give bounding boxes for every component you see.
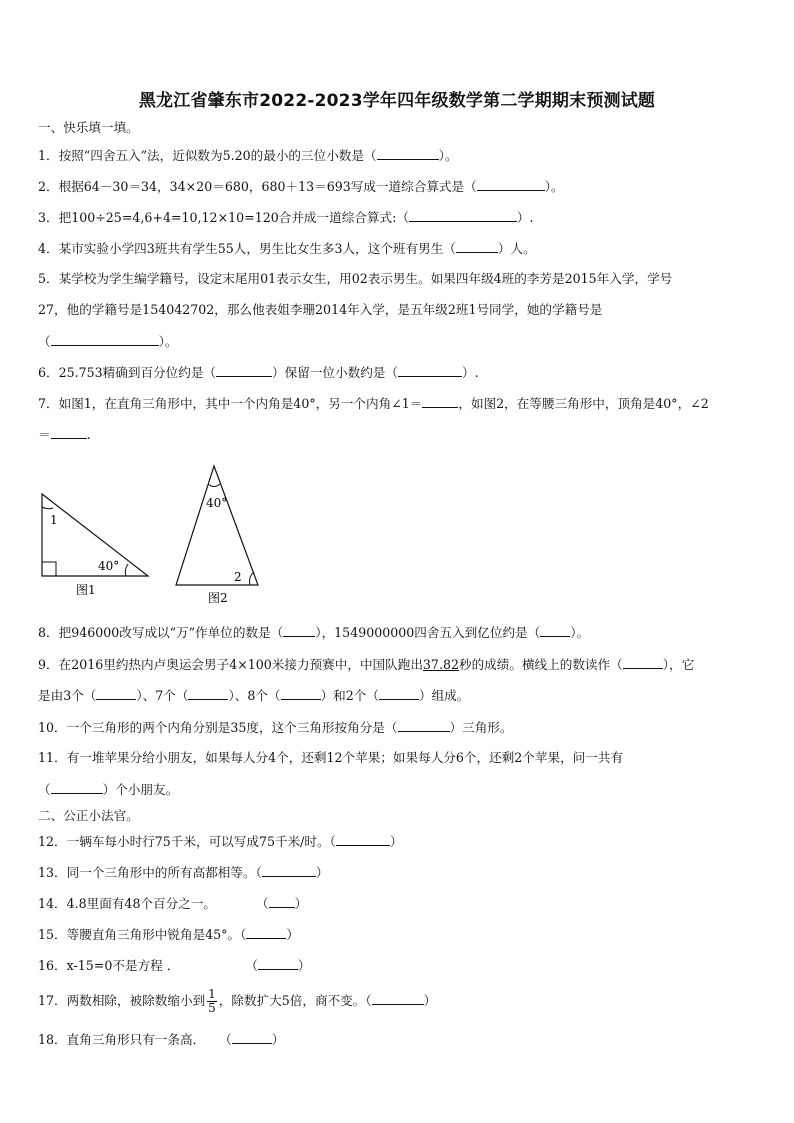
answer-blank[interactable] xyxy=(377,147,439,160)
figure-1-caption: 图1 xyxy=(76,583,96,597)
question-5-line-2: 27，他的学籍号是154042702，那么他表姐李珊2014年入学，是五年级2班1号同学，她的学籍号是 xyxy=(38,302,603,317)
answer-blank[interactable] xyxy=(51,333,159,346)
angle-40-label: 40° xyxy=(98,559,120,573)
answer-blank[interactable] xyxy=(409,209,517,222)
question-18: 18．直角三角形只有一条高． （ ） xyxy=(38,1032,285,1047)
answer-blank[interactable] xyxy=(540,624,570,637)
answer-blank[interactable] xyxy=(51,781,103,794)
answer-blank[interactable] xyxy=(258,957,298,970)
question-2: 2．根据64－30＝34，34×20＝680，680＋13＝693写成一道综合算式是（ ）。 xyxy=(38,179,564,194)
question-5: 5．某学校为学生编学籍号，设定末尾用01表示女生，用02表示男生。如果四年级4班的李芳是2015年入学，学号 xyxy=(38,271,673,286)
question-4: 4．某市实验小学四3班共有学生55人，男生比女生多3人，这个班有男生（ ）人。 xyxy=(38,241,536,256)
answer-blank[interactable] xyxy=(456,240,498,253)
figure-1-right-triangle xyxy=(30,480,160,600)
question-number: 9． xyxy=(38,657,59,672)
right-triangle-shape xyxy=(42,494,148,576)
question-1: 1．按照“四舍五入”法，近似数为5.20的最小的三位小数是（ ）。 xyxy=(38,148,458,163)
question-16: 16．x-15=0不是方程 ． （ ） xyxy=(38,958,311,973)
answer-blank[interactable] xyxy=(379,687,419,700)
question-number: 7． xyxy=(38,396,59,411)
apex-angle-label: 40° xyxy=(206,496,228,510)
question-9: 9．在2016里约热内卢奥运会男子4×100米接力预赛中，中国队跑出37.82秒的成绩。横线上的数读作（ ），它 xyxy=(38,657,695,672)
answer-blank[interactable] xyxy=(216,364,272,377)
question-number: 17． xyxy=(38,993,67,1008)
question-17: 17．两数相除，被除数缩小到 $\frac{1}{5}$ ，除数扩大5倍，商不变。（ ） xyxy=(38,987,437,1015)
question-number: 4． xyxy=(38,241,59,256)
question-number: 2． xyxy=(38,179,59,194)
answer-blank[interactable] xyxy=(398,719,450,732)
question-number: 18． xyxy=(38,1032,67,1047)
question-5-line-3: （ ）。 xyxy=(38,334,178,349)
question-3: 3．把100÷25=4,6+4=10,12×10=120合并成一道综合算式:（ ）. xyxy=(38,210,534,225)
page-title: 黑龙江省肇东市2022-2023学年四年级数学第二学期期末预测试题 xyxy=(138,91,656,111)
answer-blank[interactable] xyxy=(336,833,390,846)
answer-blank[interactable] xyxy=(96,687,136,700)
question-12: 12．一辆车每小时行75千米，可以写成75千米/时。（ ） xyxy=(38,834,403,849)
question-11-line-2: （ ）个小朋友。 xyxy=(38,782,179,797)
question-number: 8． xyxy=(38,625,59,640)
answer-blank[interactable] xyxy=(422,395,458,408)
question-7: 7．如图1，在直角三角形中，其中一个内角是40°，另一个内角∠1＝ ，如图2，在等腰三角形中，顶角是40°，∠2 xyxy=(38,396,709,411)
section-heading-2: 二、公正小法官。 xyxy=(38,808,139,823)
question-number: 14． xyxy=(38,896,67,911)
question-number: 3． xyxy=(38,210,59,225)
answer-blank[interactable] xyxy=(281,687,321,700)
answer-blank[interactable] xyxy=(269,895,295,908)
answer-blank[interactable] xyxy=(283,624,315,637)
question-number: 11． xyxy=(38,750,67,765)
question-6: 6．25.753精确到百分位约是（ ）保留一位小数约是（ ）. xyxy=(38,365,479,380)
answer-blank[interactable] xyxy=(246,926,286,939)
question-11: 11．有一堆苹果分给小朋友，如果每人分4个，还剩12个苹果；如果每人分6个，还剩2个苹果，问一共有 xyxy=(38,750,624,765)
question-number: 13． xyxy=(38,865,67,880)
right-angle-mark xyxy=(42,562,56,576)
answer-blank[interactable] xyxy=(262,864,316,877)
underlined-number: 37.82 xyxy=(422,657,459,672)
figure-2-caption: 图2 xyxy=(208,591,228,605)
question-9-line-2: 是由3个（ ）、7个（ ）、8个（ ）和2个（ ）组成。 xyxy=(38,688,470,703)
answer-blank[interactable] xyxy=(372,992,424,1005)
question-number: 16． xyxy=(38,958,67,973)
question-10: 10．一个三角形的两个内角分别是35度，这个三角形按角分是（ ）三角形。 xyxy=(38,720,513,735)
answer-blank[interactable] xyxy=(51,426,87,439)
answer-blank[interactable] xyxy=(477,178,545,191)
answer-blank[interactable] xyxy=(188,687,228,700)
question-number: 5． xyxy=(38,271,59,286)
fraction-one-fifth: $\frac{1}{5}$ xyxy=(208,987,216,1015)
question-8: 8．把946000改写成以“万”作单位的数是（ ），1549000000四舍五入到亿位约是（ ）。 xyxy=(38,625,590,640)
question-number: 1． xyxy=(38,148,59,163)
question-15: 15．等腰直角三角形中锐角是45°。（ ） xyxy=(38,927,299,942)
answer-blank[interactable] xyxy=(232,1031,272,1044)
apex-angle-arc xyxy=(208,484,220,487)
isosceles-triangle-shape xyxy=(176,466,258,585)
answer-blank[interactable] xyxy=(623,656,663,669)
angle-2-label: 2 xyxy=(234,570,242,584)
angle-1-arc xyxy=(42,507,53,509)
question-number: 10． xyxy=(38,720,67,735)
question-14: 14．4.8里面有48个百分之一。 （ ） xyxy=(38,896,308,911)
angle-1-label: 1 xyxy=(50,513,58,527)
question-7-line-2: ＝ . xyxy=(38,427,91,442)
answer-blank[interactable] xyxy=(398,364,462,377)
angle-40-arc xyxy=(125,564,128,576)
question-number: 6． xyxy=(38,365,59,380)
question-13: 13．同一个三角形中的所有高都相等。（ ） xyxy=(38,865,329,880)
section-heading-1: 一、快乐填一填。 xyxy=(38,120,139,135)
figure-2-isosceles-triangle xyxy=(168,460,268,610)
question-number: 12． xyxy=(38,834,67,849)
question-number: 15． xyxy=(38,927,67,942)
